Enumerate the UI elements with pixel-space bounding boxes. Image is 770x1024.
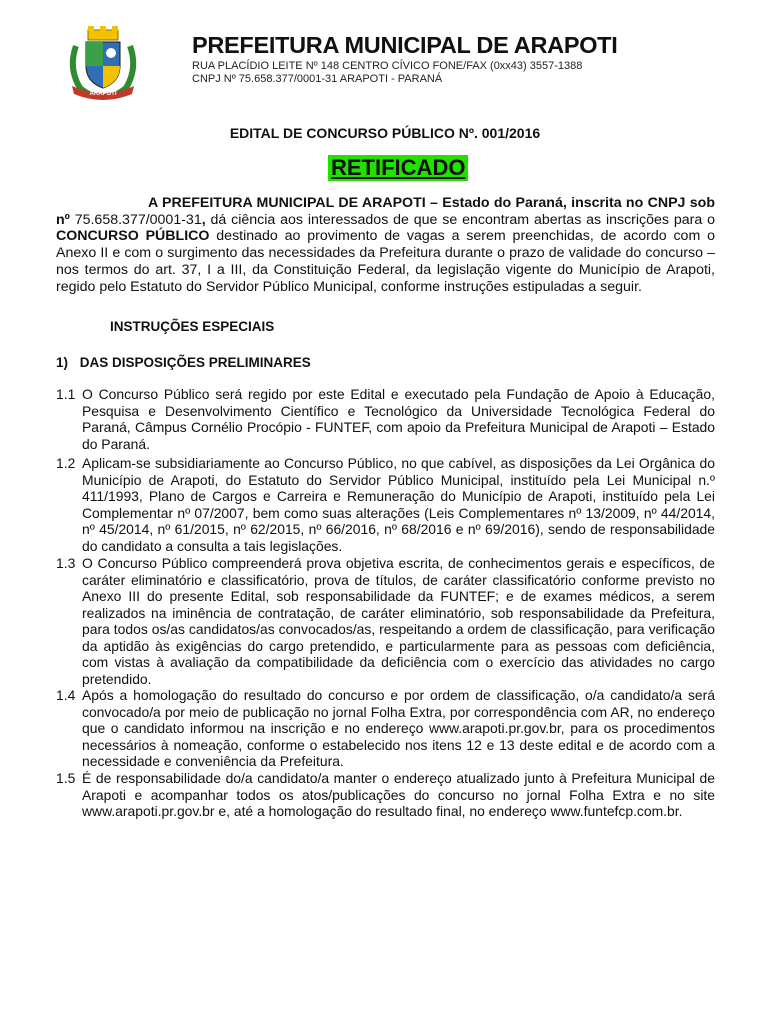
section-heading: [56, 355, 311, 370]
organization-title: PREFEITURA MUNICIPAL DE ARAPOTI: [192, 32, 618, 58]
list-item: [56, 555, 715, 687]
item-text: É de responsabilidade do/a candidato/a manter o endereço atualizado junto à Prefeitura Municipal de Arapoti e acompanhar todos os atos/publicações do concurso no jornal Folha Extra e no site www.arapoti.pr.gov.br e, até a homologação do resultado final, no endereço www.funtefcp.com.br.: [82, 770, 715, 819]
item-text: O Concurso Público compreenderá prova objetiva escrita, de conhecimentos gerais e específicos, de caráter eliminatório e classificatório, prova de títulos, de caráter classificatório conforme previsto no Anexo III do presente Edital, sob responsabilidade da FUNTEF; e de exames médicos, a serem realizados na iminência de contratação, de caráter eliminatório, sob responsabilidade da Prefeitura, para todos os/as candidatos/as convocados/as, respeitando a ordem de classificação, para verificação da aptidão às exigências do cargo pretendido, e particularmente para as pessoas com deficiência, com vistas à avaliação da compatibilidade da deficiência com o exercício das atividades no cargo pretendido.: [82, 555, 715, 687]
instructions-heading: INSTRUÇÕES ESPECIAIS: [110, 319, 275, 334]
item-number: 1.2: [56, 455, 76, 471]
municipal-crest-icon: [66, 26, 140, 100]
intro-concurso: CONCURSO PÚBLICO: [56, 228, 210, 245]
intro-cnpj: 75.658.377/0001-31: [69, 211, 202, 228]
section-title: DAS DISPOSIÇÕES PRELIMINARES: [79, 355, 311, 370]
item-number: 1.4: [56, 687, 76, 703]
list-item: [56, 386, 715, 452]
intro-text-rest: destinado ao provimento de vagas a serem preenchidas, de acordo com o Anexo II e com o surgimento das necessidades da Prefeitura durante o prazo de validade do concurso – nos termos do art. 37, I a III, da Constituição Federal, da legislação vigente do Município de Arapoti, regido pelo Estatuto do Servidor Público Municipal, conforme instruções estipuladas a seguir.: [56, 228, 715, 295]
list-item: [56, 455, 715, 554]
section-number: 1): [56, 355, 69, 370]
retificado-stamp: RETIFICADO: [328, 155, 468, 181]
list-item: [56, 687, 715, 770]
intro-lead: A PREFEITURA MUNICIPAL DE ARAPOTI – Estado do Paraná, inscrita no CNPJ sob nº: [56, 195, 715, 228]
address-line: RUA PLACÍDIO LEITE Nº 148 CENTRO CÍVICO FONE/FAX (0xx43) 3557-1388: [192, 60, 583, 72]
item-text: Após a homologação do resultado do concurso e por ordem de classificação, o/a candidato/a será convocado/a por meio de publicação no jornal Folha Extra, por correspondência com AR, no endereço que o candidato informou na inscrição e no endereço www.arapoti.pr.gov.br, para os procedimentos necessários à nomeação, conforme o estabelecido nos itens 12 e 13 deste edital e de acordo com a necessidade e conveniência da Prefeitura.: [82, 687, 715, 769]
intro-paragraph: [56, 195, 715, 295]
item-number: 1.5: [56, 770, 76, 786]
crest-label: ARAPOTI: [89, 91, 117, 97]
item-text: O Concurso Público será regido por este Edital e executado pela Fundação de Apoio à Educação, Pesquisa e Desenvolvimento Científico e Tecnológico da Universidade Tecnológica Federal do Paraná, Câmpus Cornélio Procópio - FUNTEF, com apoio da Prefeitura Municipal de Arapoti – Estado do Paraná.: [82, 386, 715, 452]
intro-text: dá ciência aos interessados de que se encontram abertas as inscrições para o: [205, 211, 715, 228]
item-number: 1.3: [56, 555, 76, 571]
item-number: 1.1: [56, 386, 76, 402]
list-item: [56, 770, 715, 820]
intro-comma: ,: [201, 211, 206, 228]
edital-title: EDITAL DE CONCURSO PÚBLICO Nº. 001/2016: [229, 125, 541, 141]
cnpj-line: CNPJ Nº 75.658.377/0001-31 ARAPOTI - PARANÁ: [192, 73, 443, 85]
item-text: Aplicam-se subsidiariamente ao Concurso Público, no que cabível, as disposições da Lei Orgânica do Município de Arapoti, do Estatuto do Servidor Público Municipal, instituído pela Lei Municipal n.º 411/1993, Plano de Cargos e Carreira e Remuneração do Município de Arapoti, instituído pela Lei Complementar nº 07/2007, bem como suas alterações (Leis Complementares nº 13/2009, nº 44/2014, nº 45/2014, nº 61/2015, nº 62/2015, nº 66/2016, nº 68/2016 e nº 69/2016), sendo de responsabilidade do candidato a consulta a tais legislações.: [82, 455, 715, 554]
